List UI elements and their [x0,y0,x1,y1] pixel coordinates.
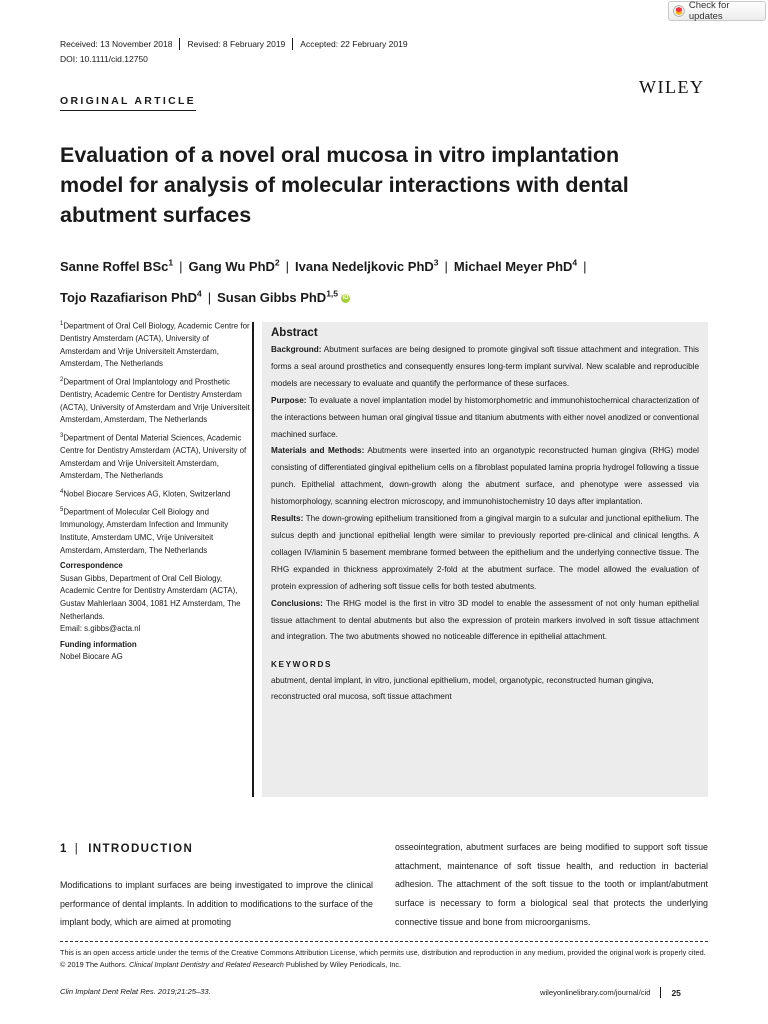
author[interactable]: Susan Gibbs PhD$^{1,5}$ [217,288,339,305]
section-title: INTRODUCTION [88,843,194,855]
copyright-line: © 2019 The Authors. Clinical Implant Dentistry and Related Research Published by Wiley Periodicals, Inc. [60,959,402,969]
author-list: Sanne Roffel BSc$^1$ | Gang Wu PhD$^2$ | Ivana Nedeljkovic PhD$^3$ | Michael Meyer PhD$^4$ | Tojo Razafiarison PhD$^4$ | Susan Gibbs PhD$^{1,5}$ iD [60,258,587,305]
section-separator: | [74,843,80,855]
journal-url[interactable]: wileyonlinelibrary.com/journal/cid [540,988,651,997]
crossmark-icon [673,5,685,17]
affiliation: $^1$Department of Oral Cell Biology, Academic Centre for Dentistry Amsterdam (ACTA), University of Amsterdam and Vrije Universiteit Amsterdam, Amsterdam, The Netherlands [60,321,250,369]
affiliations-column [60,318,250,667]
article-title: Evaluation of a novel oral mucosa in vitro implantation model for analysis of molecular interactions with dental abutment surfaces [60,143,629,227]
keywords-heading: KEYWORDS [271,660,333,670]
affiliation: $^2$Department of Oral Implantology and Prosthetic Dentistry, Academic Centre for Dentistry Amsterdam (ACTA), University of Amsterdam and Vrije Universiteit Amsterdam, Amsterdam, The Netherlands [60,377,250,425]
intro-text-right: osseointegration, abutment surfaces are being modified to support soft tissue attachment, maintenance of soft tissue health, and reduction in bacterial adhesion. The attachment of the soft tissue to the tooth or implant/abutment surface is necessary to form a biological seal that protects the underlying connective tissue and bone from microorganisms. [395,842,708,927]
intro-text-left: Modifications to implant surfaces are being investigated to improve the clinical performance of dental implants. In addition to modifications to the surface of the implant body, which are aimed at promoting [60,880,373,928]
author[interactable]: Tojo Razafiarison PhD$^4$ [60,288,202,305]
divider [292,38,293,50]
abstract-methods: Materials and Methods: Abutments were inserted into an organotypic reconstructed human gingiva (RHG) model consisting of differentiated gingival epithelium cells on a fibroblast populated lamina propria hydrogel following a tissue punch. Epithelial attachment, down-growth along the abutment surface, and phenotype were assessed via histomorphology, scanning electron microscopy, and immunohistochemistry 10 days after implantation. [271,446,699,507]
footer-citation: Clin Implant Dent Relat Res. 2019;21:25–33. [60,987,211,996]
author[interactable]: Michael Meyer PhD$^4$ [453,258,578,275]
abstract-heading: Abstract [271,327,318,339]
correspondence-heading: Correspondence [60,561,123,571]
keywords-text: abutment, dental implant, in vitro, junctional epithelium, model, organotypic, reconstructed human gingiva, reconstructed oral mucosa, soft tissue attachment [271,676,654,702]
author[interactable]: Ivana Nedeljkovic PhD$^3$ [295,258,439,275]
accepted-date: Accepted: 22 February 2019 [300,39,408,49]
affiliation: $^4$Nobel Biocare Services AG, Kloten, Switzerland [60,489,231,499]
divider [660,987,661,998]
orcid-icon[interactable]: iD [342,294,349,301]
column-divider [252,322,254,797]
affiliation: $^5$Department of Molecular Cell Biology and Immunology, Amsterdam Infection and Immunity Institute, Amsterdam UMC, Vrije Universiteit Amsterdam, Amsterdam, The Netherlands [60,507,229,555]
author[interactable]: Gang Wu PhD$^2$ [188,258,280,275]
abstract-purpose: Purpose: To evaluate a novel implantation model by histomorphometric and immunohistochemical characterization of the interactions between human oral gingival tissue and titanium abutments with either novel anodized or conventional machined surface. [271,395,699,439]
correspondence-text: Susan Gibbs, Department of Oral Cell Biology, Academic Centre for Dentistry Amsterdam (ACTA), Gustav Mahlerlaan 3004, 1081 HZ Amsterdam, The Netherlands. Email: s.gibbs@acta.nl [60,573,241,634]
abstract-conclusions: Conclusions: The RHG model is the first in vitro 3D model to enable the assessment of not only human epithelial tissue attachment to dental abutments but also the expression of protein markers involved in soft tissue attachment and integration. The two abutments showed no noticeable difference in epithelial attachment. [271,598,699,642]
dates-row [60,38,408,50]
publisher-logo: WILEY [639,77,705,97]
received-date: Received: 13 November 2018 [60,39,173,49]
check-for-updates-label: Check for updates [688,0,730,22]
affiliation: $^3$Department of Dental Material Sciences, Academic Centre for Dentistry Amsterdam (ACTA), University of Amsterdam and Vrije Universiteit Amsterdam, Amsterdam, The Netherlands [60,433,247,481]
doi[interactable]: DOI: 10.1111/cid.12750 [60,54,148,64]
section-number: 1 [60,843,68,855]
divider [179,38,180,50]
abstract-body [271,342,699,646]
footnote-divider [60,941,708,942]
author[interactable]: Sanne Roffel BSc$^1$ [60,258,174,275]
funding-heading: Funding information [60,639,137,649]
abstract-results: Results: The down-growing epithelium transitioned from a gingival margin to a sulcular and junctional epithelium. The sulcus depth and junctional epithelial length were similar to previously reported pre-clinical and clinical lengths. A collagen IV/laminin 5 basement membrane formed between the epithelium and the underlying connective tissue. The RHG expanded in thickness approximately 2-fold at the abutment surface. The model allowed the evaluation of protein expression of adhering soft tissue cells for both tested abutments. [271,514,699,591]
page-number: 25 [671,987,681,998]
footer-right [540,987,681,998]
check-for-updates-button[interactable] [668,1,766,21]
license-text: This is an open access article under the terms of the Creative Commons Attribution License, which permits use, distribution and reproduction in any medium, provided the original work is properly cited. [60,948,706,957]
correspondence-email[interactable]: Email: s.gibbs@acta.nl [60,624,141,634]
revised-date: Revised: 8 February 2019 [187,39,286,49]
abstract-background: Background: Abutment surfaces are being designed to promote gingival soft tissue attachment and integration. This forms a seal around prosthetics and consequently ensures long-term implant survival. New scalable and reproducible models are necessary to evaluate and quantify the performance of these surfaces. [271,345,700,388]
license-notice [60,947,708,970]
article-type-label: ORIGINAL ARTICLE [60,95,196,111]
section-heading-introduction [60,843,193,855]
funding-text: Nobel Biocare AG [60,652,123,662]
abstract-box [262,322,708,797]
